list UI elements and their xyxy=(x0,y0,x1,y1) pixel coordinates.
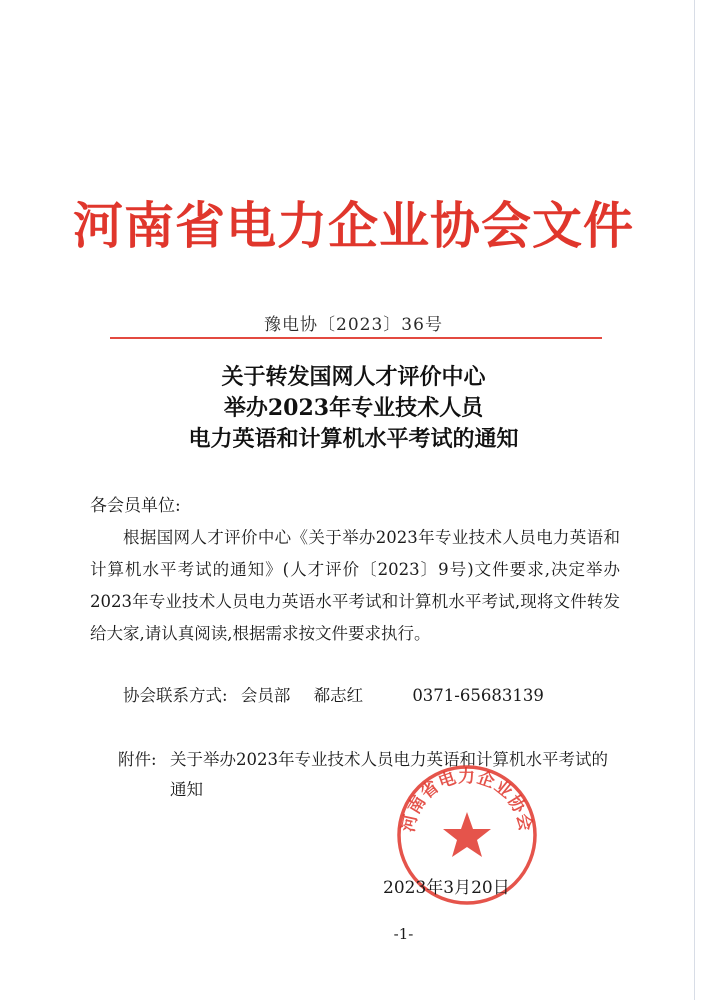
attachment-label: 附件: xyxy=(118,750,157,769)
seal-text: 河南省电力企业协会 xyxy=(398,767,536,834)
scan-edge-line xyxy=(694,0,695,1000)
issuer-header-title: 河南省电力企业协会文件 xyxy=(73,196,634,255)
contact-phone: 0371-65683139 xyxy=(412,686,544,705)
page-number: -1- xyxy=(393,925,414,943)
document-number: 豫电协〔2023〕36号 xyxy=(264,315,443,335)
notice-title-line-2: 举办2023年专业技术人员 xyxy=(223,395,484,421)
notice-title-line-3: 电力英语和计算机水平考试的通知 xyxy=(188,426,519,452)
body-paragraph: 根据国网人才评价中心《关于举办2023年专业技术人员电力英语和计算机水平考试的通知》(人才评价〔2023〕9号)文件要求,决定举办2023年专业技术人员电力英语水平考试和计算机水平考试,现将文件转发给大家,请认真阅读,根据需求按文件要求执行。 xyxy=(90,528,620,643)
notice-title-line-1: 关于转发国网人才评价中心 xyxy=(221,364,486,390)
contact-line xyxy=(123,682,544,706)
contact-name: 郗志红 xyxy=(313,686,364,705)
notice-title xyxy=(0,362,707,455)
red-divider-line xyxy=(110,337,602,339)
contact-department: 会员部 xyxy=(240,686,291,705)
issue-date: 2023年3月20日 xyxy=(383,878,510,898)
recipient-line: 各会员单位: xyxy=(90,496,181,516)
seal-star-icon xyxy=(443,812,491,857)
contact-label: 协会联系方式: xyxy=(123,686,228,705)
attachment-text: 关于举办2023年专业技术人员电力英语和计算机水平考试的通知 xyxy=(170,750,608,799)
